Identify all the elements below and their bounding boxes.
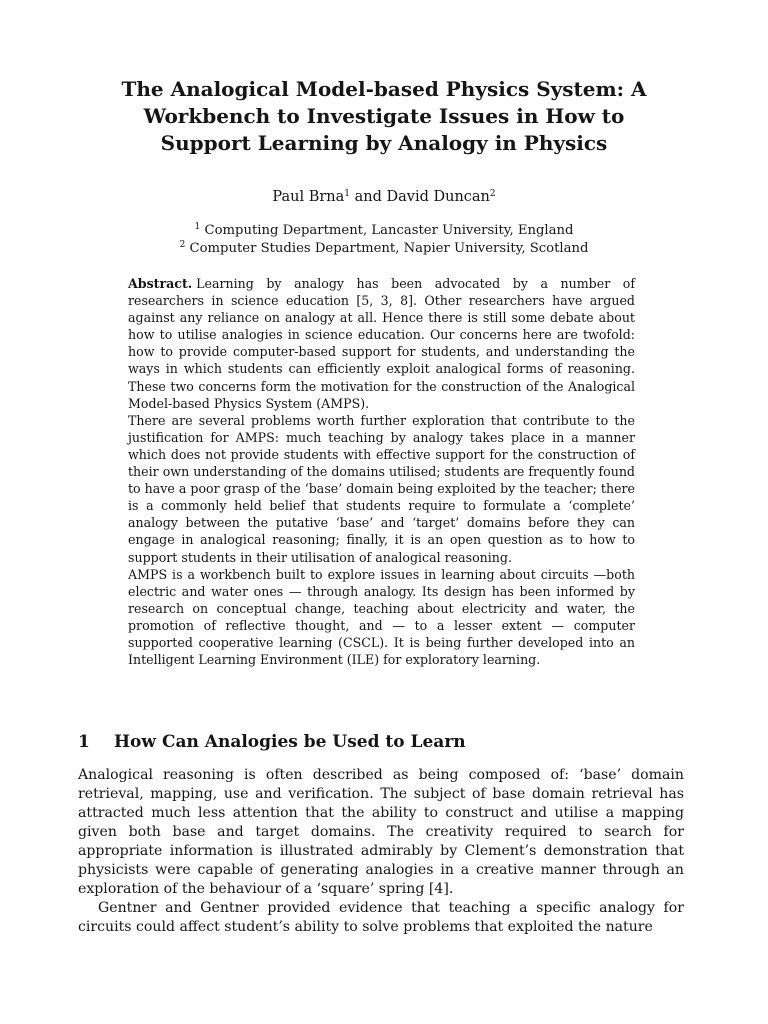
affiliation xyxy=(0,240,768,258)
abstract-paragraph: There are several problems worth further exploration that contribute to the justification for AMPS: much teaching by analogy takes place in a manner which does not provide students with effective support for the construction of their own understanding of the domains utilised; students are frequently found to have a poor grasp of the ‘base’ domain being exploited by the teacher; there is a commonly held belief that students require to formulate a ‘complete’ analogy between the putative ‘base’ and ‘target’ domains before they can engage in analogical reasoning; finally, it is an open question as to how to support students in their utilisation of analogical reasoning. xyxy=(128,412,635,565)
abstract-paragraph: AMPS is a workbench built to explore issues in learning about circuits —both electric and water ones — through analogy. Its design has been informed by research on conceptual change, teaching about electricity and water, the promotion of reflective thought, and — to a lesser extent — computer supported cooperative learning (CSCL). It is being further developed into an Intelligent Learning Environment (ILE) for exploratory learning. xyxy=(128,566,635,668)
author-list xyxy=(0,188,768,206)
title-line: The Analogical Model-based Physics System: A xyxy=(121,77,647,101)
affiliation-text: Computer Studies Department, Napier University, Scotland xyxy=(189,241,589,256)
affiliation-text: Computing Department, Lancaster University, England xyxy=(204,223,574,238)
title-line: Support Learning by Analogy in Physics xyxy=(160,131,608,155)
title-line: Workbench to Investigate Issues in How to xyxy=(143,104,625,128)
author-name: Paul Brna xyxy=(272,189,345,205)
affiliation xyxy=(0,222,768,240)
affiliation-mark: 1 xyxy=(194,222,201,232)
abstract-text: Learning by analogy has been advocated by a number of researchers in science education [5, 3, 8]. Other researchers have argued against any reliance on analogy at all. Hence there is still some debate about how to utilise analogies in science education. Our concerns here are twofold: how to provide computer-based support for students, and understanding the ways in which students can efficiently exploit analogical forms of reasoning. These two concerns form the motivation for the construction of the Analogical Model-based Physics System (AMPS). xyxy=(128,276,635,411)
author-name: David Duncan xyxy=(386,189,490,205)
section-number: 1 xyxy=(78,732,90,752)
section-body xyxy=(78,766,684,937)
abstract xyxy=(128,275,635,668)
body-paragraph: Gentner and Gentner provided evidence that teaching a specific analogy for circuits could affect student’s ability to solve problems that exploited the nature xyxy=(78,900,684,935)
paper-title xyxy=(60,76,708,157)
affiliation-mark: 2 xyxy=(179,240,186,250)
section-heading xyxy=(78,731,466,753)
abstract-paragraph xyxy=(128,275,635,412)
author-affiliation-mark: 1 xyxy=(344,189,350,199)
author-affiliation-mark: 2 xyxy=(489,189,496,199)
section-title-text: How Can Analogies be Used to Learn xyxy=(114,732,466,752)
body-paragraph: Analogical reasoning is often described as being composed of: ‘base’ domain retrieval, mapping, use and verification. The subject of base domain retrieval has attracted much less attention that the ability to construct and utilise a mapping given both base and target domains. The creativity required to search for appropriate information is illustrated admirably by Clement’s demonstration that physicists were capable of generating analogies in a creative manner through an exploration of the behaviour of a ‘square’ spring [4]. xyxy=(78,767,684,897)
abstract-label: Abstract. xyxy=(128,276,193,291)
author-separator: and xyxy=(354,189,382,205)
affiliation-list xyxy=(0,222,768,258)
